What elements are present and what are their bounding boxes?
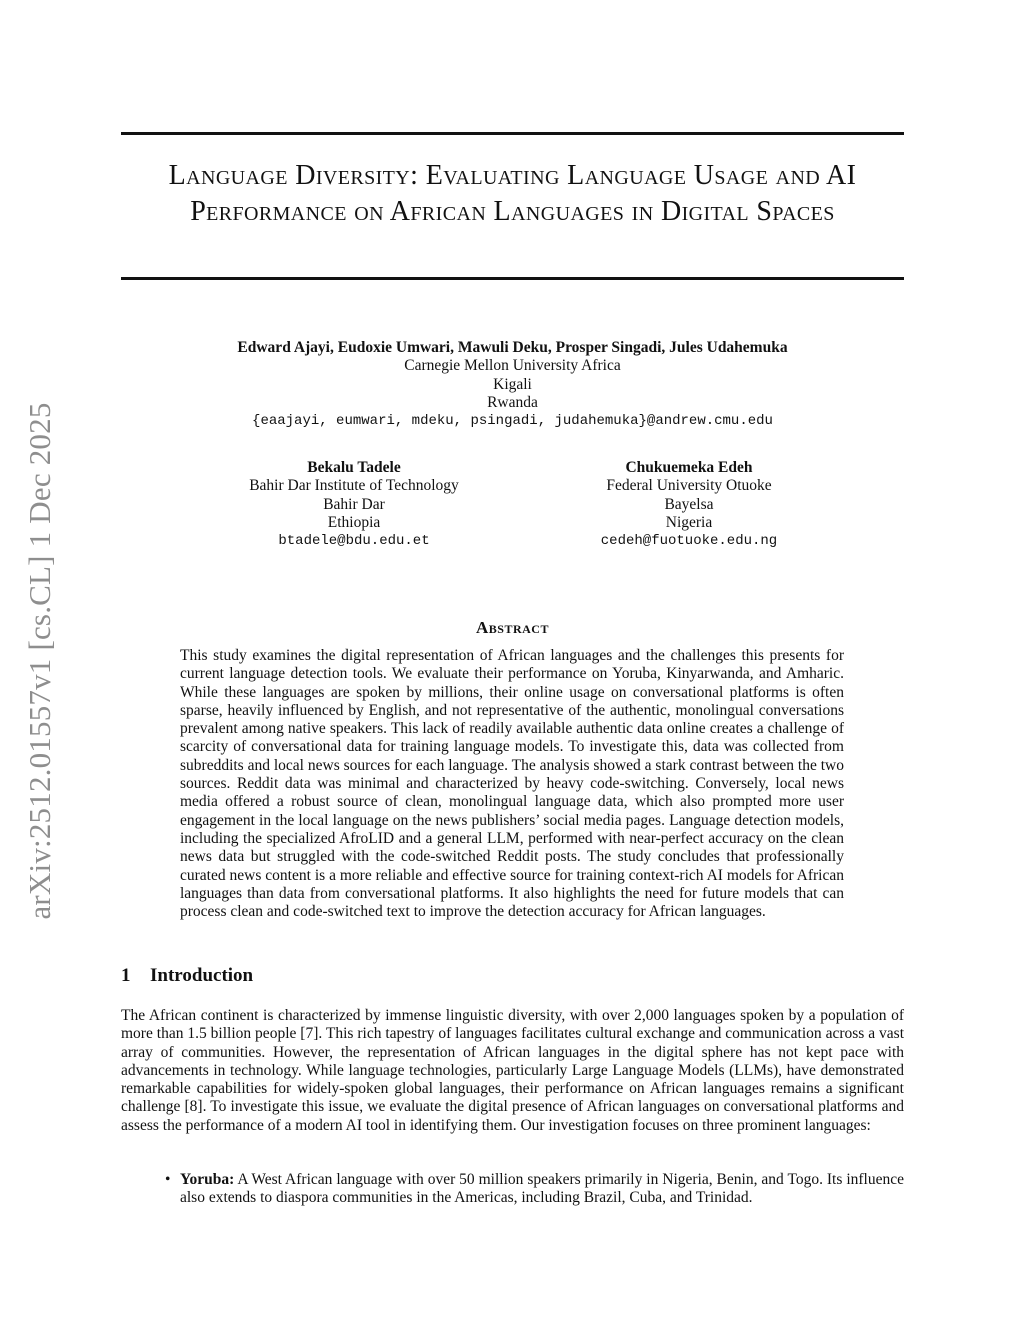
author-email: btadele@bdu.edu.et (278, 533, 430, 550)
author-block-main (121, 339, 904, 430)
author-affiliation: Carnegie Mellon University Africa (404, 357, 621, 375)
list-item (121, 1171, 904, 1208)
paper-title: Language Diversity: Evaluating Language Usage and AI Performance on African Languages in Digital Spaces (168, 160, 857, 227)
arxiv-identifier-text: arXiv:2512.01557v1 [cs.CL] 1 Dec 2025 (22, 402, 57, 920)
language-list (121, 1171, 904, 1208)
author-name: Chukuemeka Edeh (625, 459, 753, 476)
arxiv-identifier (12, 378, 68, 944)
author-affiliation: Federal University Otuoke (606, 477, 772, 495)
author-city: Bahir Dar (323, 495, 385, 513)
author-country: Rwanda (487, 393, 538, 411)
section-heading (121, 965, 253, 987)
title-top-rule (121, 132, 904, 135)
list-item-term: Yoruba: (180, 1171, 235, 1188)
bullet-icon: • (165, 1171, 171, 1188)
author-email: {eaajayi, eumwari, mdeku, psingadi, judahemuka}@andrew.cmu.edu (252, 413, 773, 430)
author-names: Edward Ajayi, Eudoxie Umwari, Mawuli Deku, Prosper Singadi, Jules Udahemuka (237, 339, 788, 356)
abstract-heading: Abstract (476, 618, 549, 637)
author-email: cedeh@fuotuoke.edu.ng (600, 533, 778, 550)
author-country: Ethiopia (327, 513, 381, 531)
author-city: Kigali (493, 375, 532, 393)
author-affiliation: Bahir Dar Institute of Technology (249, 477, 459, 495)
title-bottom-rule (121, 277, 904, 280)
list-item-text: A West African language with over 50 million speakers primarily in Nigeria, Benin, and Togo. Its influence also extends to diaspora communities in the Americas, including Brazil, Cuba, and Trinidad. (180, 1171, 904, 1207)
author-city: Bayelsa (664, 495, 714, 513)
section-title: Introduction (150, 965, 254, 986)
abstract-text: This study examines the digital representation of African languages and the challenges this presents for current language detection tools. We evaluate their performance on Yoruba, Kinyarwanda, and Amharic. While these languages are spoken by millions, their online usage on conversational platforms is often sparse, heavily influenced by English, and not representative of the authentic, monolingual conversations prevalent among native speakers. This lack of readily available authentic data online creates a challenge of scarcity of conversational data for training language models. To investigate this, data was collected from subreddits and local news sources for each language. The analysis showed a stark contrast between the two sources. Reddit data was minimal and characterized by heavy code-switching. Conversely, local news media offered a robust source of clean, monolingual language data, which also prompted more user engagement in the local language on the news publishers’ social media pages. Language detection models, including the specialized AfroLID and a general LLM, performed with near-perfect accuracy on the clean news data but struggled with the code-switched Reddit posts. The study concludes that professionally curated news content is a more reliable and effective source for training context-rich AI models for African languages than data from conversational platforms. It also highlights the need for future models that can process clean and code-switched text to improve the detection accuracy for African languages. (180, 647, 844, 921)
author-block-right (519, 459, 859, 550)
intro-paragraph: The African continent is characterized by immense linguistic diversity, with over 2,000 languages spoken by a population of more than 1.5 billion people [7]. This rich tapestry of languages facilitates cultural exchange and communication across a vast array of communities. However, the representation of African languages in the digital sphere has not kept pace with advancements in technology. While language technologies, particularly Large Language Models (LLMs), have demonstrated remarkable capabilities for widely-spoken global languages, their performance on African languages remains a significant challenge [8]. To investigate this issue, we evaluate the digital presence of African languages on conversational platforms and assess the performance of a modern AI tool in identifying them. Our investigation focuses on three prominent languages: (121, 1007, 904, 1134)
section-number: 1 (121, 965, 131, 986)
author-block-left (184, 459, 524, 550)
author-country: Nigeria (665, 513, 713, 531)
author-name: Bekalu Tadele (307, 459, 401, 476)
